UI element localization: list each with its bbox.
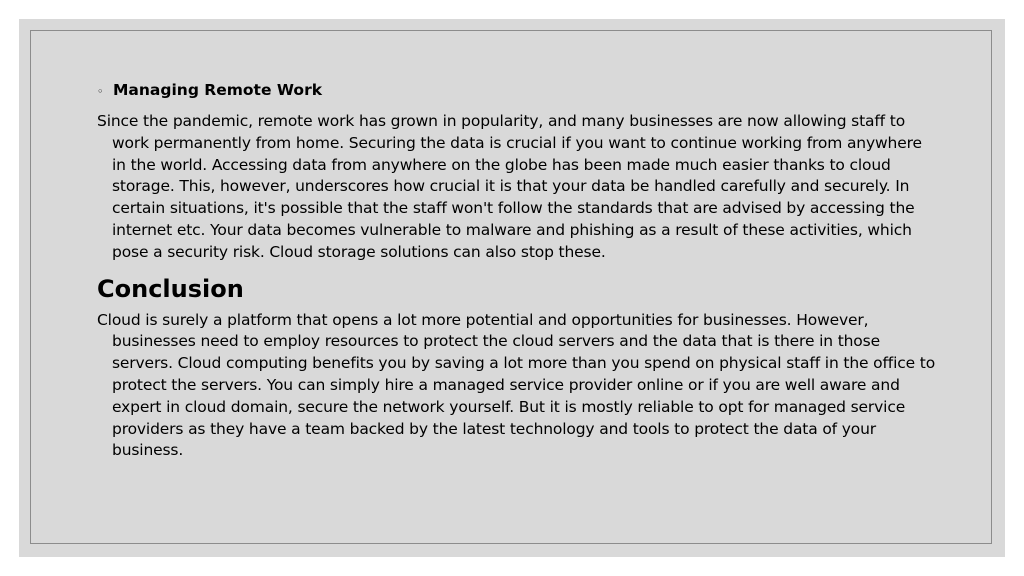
remote-work-paragraph: Since the pandemic, remote work has grown in popularity, and many businesses are now allowing staff to work permanently from home. Securing the data is crucial if you want to continue working from anywhere in the world. Accessing data from anywhere on the globe has been made much easier thanks to cloud storage. This, however, underscores how crucial it is that your data be handled carefully and securely. In certain situations, it's possible that the staff won't follow the standards that are advised by accessing the internet etc. Your data becomes vulnerable to malware and phishing as a result of these activities, which pose a security risk. Cloud storage solutions can also stop these. <box>97 112 922 261</box>
slide <box>19 19 1005 557</box>
bullet-circle-icon: ◦ <box>97 85 104 98</box>
bullet-label: Managing Remote Work <box>113 81 323 99</box>
slide-content <box>97 79 937 462</box>
bullet-item-managing-remote-work <box>97 79 937 103</box>
conclusion-heading: Conclusion <box>97 274 244 303</box>
conclusion-paragraph: Cloud is surely a platform that opens a lot more potential and opportunities for businesses. However, businesses need to employ resources to protect the cloud servers and the data that is there in those servers. Cloud computing benefits you by saving a lot more than you spend on physical staff in the office to protect the servers. You can simply hire a managed service provider online or if you are well aware and expert in cloud domain, secure the network yourself. But it is mostly reliable to opt for managed service providers as they have a team backed by the latest technology and tools to protect the data of your business. <box>97 310 936 460</box>
